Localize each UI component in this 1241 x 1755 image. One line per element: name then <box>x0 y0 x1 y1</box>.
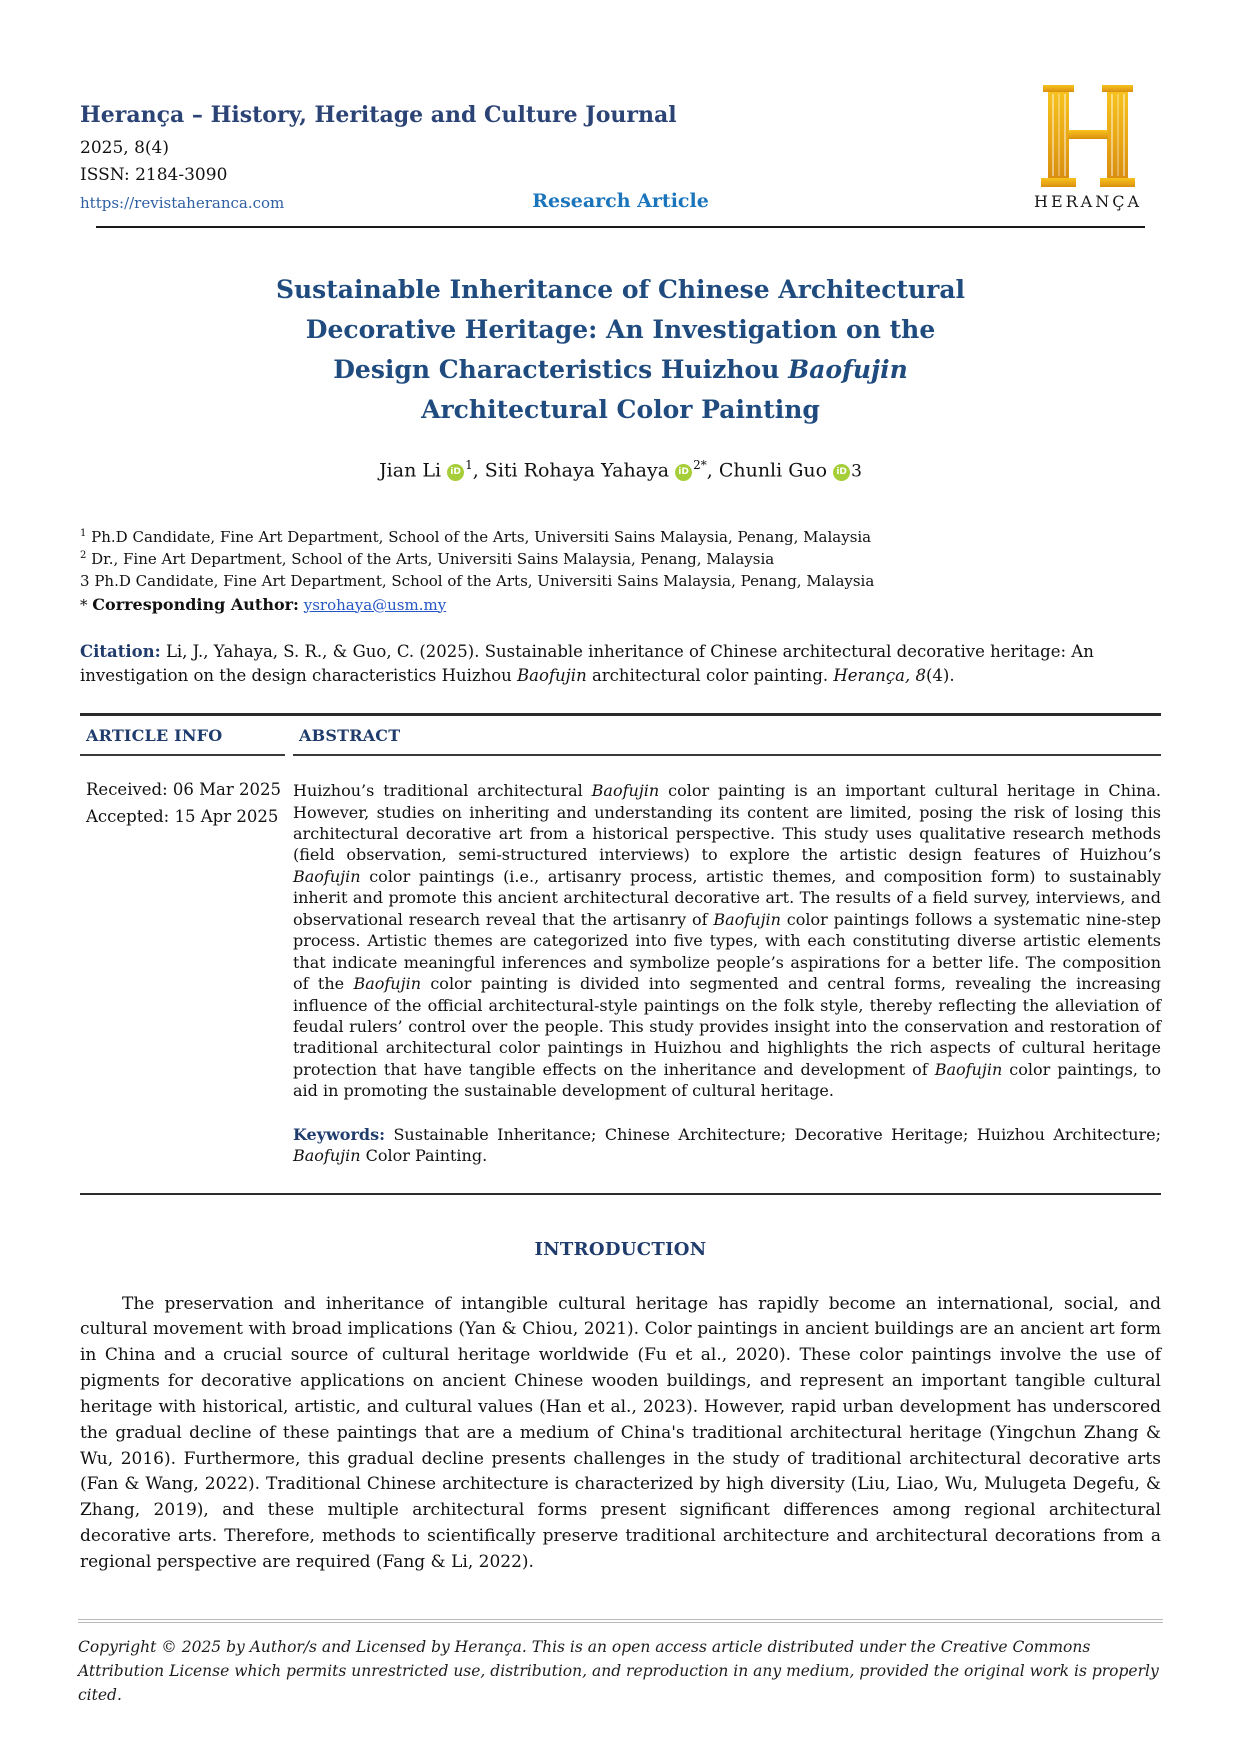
journal-issn: ISSN: 2184-3090 <box>80 165 228 185</box>
affiliation-line <box>80 549 1161 571</box>
introduction-heading: INTRODUCTION <box>534 1238 707 1260</box>
logo-column-h-icon <box>1038 84 1138 188</box>
title-line-3-italic: Baofujin <box>788 355 908 384</box>
abstract-heading: ABSTRACT <box>299 726 401 746</box>
affiliation-text: Ph.D Candidate, Fine Art Department, School of the Arts, Universiti Sains Malaysia, Penang, Malaysia <box>94 571 875 590</box>
author-affiliation-marker: 3 <box>851 461 862 482</box>
author-affiliation-sup: 2* <box>693 458 707 472</box>
title-line-3: Design Characteristics Huizhou <box>333 355 789 384</box>
article-title <box>110 270 1131 430</box>
article-info-abstract-table <box>80 713 1161 1194</box>
received-date: Received: 06 Mar 2025 <box>86 780 282 800</box>
abstract-cell <box>293 756 1161 1166</box>
table-body-row <box>80 756 1161 1166</box>
journal-logo <box>1029 84 1147 211</box>
title-line-1: Sustainable Inheritance of Chinese Architectural <box>275 275 966 304</box>
header-divider <box>96 226 1145 228</box>
orcid-icon[interactable]: iD <box>675 464 692 481</box>
author-name: Jian Li <box>379 459 442 482</box>
author-name: Chunli Guo <box>718 459 828 482</box>
introduction-paragraph: The preservation and inheritance of intangible cultural heritage has rapidly become an international, social, and cultural movement with broad implications (Yan & Chiou, 2021). Color paintings in ancient buildings are an ancient art form in China and a crucial source of cultural heritage worldwide (Fu et al., 2020). These color paintings involve the use of pigments for decorative applications on ancient Chinese wooden buildings, and represent an important tangible cultural heritage with historical, artistic, and cultural values (Han et al., 2023). However, rapid urban development has underscored the gradual decline of these paintings that are a medium of China's traditional architectural heritage (Yingchun Zhang & Wu, 2016). Furthermore, this gradual decline presents challenges in the study of traditional architectural decorative arts (Fan & Wang, 2022). Traditional Chinese architecture is characterized by high diversity (Liu, Liao, Wu, Mulugeta Degefu, & Zhang, 2019), and these multiple architectural forms present significant differences among regional architectural decorative arts. Therefore, methods to scientifically preserve traditional architecture and architectural decorations from a regional perspective are required (Fang & Li, 2022). <box>80 1293 1161 1572</box>
orcid-icon[interactable]: iD <box>447 464 464 481</box>
corresponding-author-line <box>80 593 1161 617</box>
journal-title: Herança – History, Heritage and Culture Journal <box>80 102 677 128</box>
journal-url-link[interactable]: https://revistaheranca.com <box>80 194 285 212</box>
affiliation-marker: 2 <box>80 550 87 562</box>
author-separator: , <box>472 459 485 482</box>
keywords: Keywords: Sustainable Inheritance; Chinese Architecture; Decorative Heritage; Huizhou Architecture; Baofujin Color Painting. <box>293 1124 1161 1166</box>
affiliation-text: Dr., Fine Art Department, School of the Arts, Universiti Sains Malaysia, Penang, Malaysia <box>91 550 775 569</box>
abstract-text: Huizhou’s traditional architectural Baofujin color painting is an important cultural heritage in China. However, studies on inheriting and understanding its content are limited, posing the risk of losing this architectural decorative art from a historical perspective. This study uses qualitative research methods (field observation, semi-structured interviews) to explore the artistic design features of Huizhou’s Baofujin color paintings (i.e., artisanry process, artistic themes, and composition form) to sustainably inherit and promote this ancient architectural decorative art. The results of a field survey, interviews, and observational research reveal that the artisanry of Baofujin color paintings follows a systematic nine-step process. Artistic themes are categorized into five types, with each constituting diverse artistic elements that indicate meaningful inferences and symbolize people’s aspirations for a better life. The composition of the Baofujin color painting is divided into segmented and central forms, revealing the increasing influence of the official architectural-style paintings on the folk style, thereby reflecting the alleviation of feudal rulers’ control over the people. This study provides insight into the conservation and restoration of traditional architectural color paintings in Huizhou and highlights the rich aspects of cultural heritage protection that have tangible effects on the inheritance and development of Baofujin color paintings, to aid in promoting the sustainable development of cultural heritage. <box>293 781 1162 1101</box>
article-info-cell <box>80 756 285 1166</box>
affiliation-line <box>80 571 1161 593</box>
affiliation-text: Ph.D Candidate, Fine Art Department, School of the Arts, Universiti Sains Malaysia, Penang, Malaysia <box>91 528 872 547</box>
author-affiliation-sup: 1 <box>465 458 473 472</box>
affiliation-marker: 3 <box>80 571 90 590</box>
corresponding-label: Corresponding Author: <box>92 594 299 614</box>
affiliations-block <box>80 527 1161 616</box>
article-type-label: Research Article <box>532 190 709 212</box>
corresponding-star: * <box>80 595 88 614</box>
affiliation-marker: 1 <box>80 528 87 540</box>
accepted-date: Accepted: 15 Apr 2025 <box>86 807 279 827</box>
authors-line <box>80 458 1161 481</box>
title-line-2: Decorative Heritage: An Investigation on the <box>305 315 936 344</box>
article-info-header-cell <box>80 716 285 756</box>
author-name: Siti Rohaya Yahaya <box>484 459 670 482</box>
title-line-4: Architectural Color Painting <box>421 395 820 424</box>
citation: Citation: Li, J., Yahaya, S. R., & Guo, C. (2025). Sustainable inheritance of Chinese architectural decorative heritage: An investigation on the design characteristics Huizhou Baofujin architectural color painting. Herança, 8(4). <box>80 642 1094 685</box>
abstract-header-cell <box>293 716 1161 756</box>
table-header-row <box>80 716 1161 756</box>
journal-header <box>80 84 1161 212</box>
corresponding-email-link[interactable]: ysrohaya@usm.my <box>303 595 447 614</box>
author-separator: , <box>706 459 719 482</box>
affiliation-line <box>80 527 1161 549</box>
logo-wordmark: HERANÇA <box>1033 192 1143 211</box>
journal-issue: 2025, 8(4) <box>80 138 169 158</box>
article-info-heading: ARTICLE INFO <box>86 726 223 746</box>
copyright-footer: Copyright © 2025 by Author/s and Licensed by Herança. This is an open access article distributed under the Creative Commons Attribution License which permits unrestricted use, distribution, and reproduction in any medium, provided the original work is properly cited. <box>78 1619 1163 1707</box>
orcid-icon[interactable]: iD <box>833 464 850 481</box>
